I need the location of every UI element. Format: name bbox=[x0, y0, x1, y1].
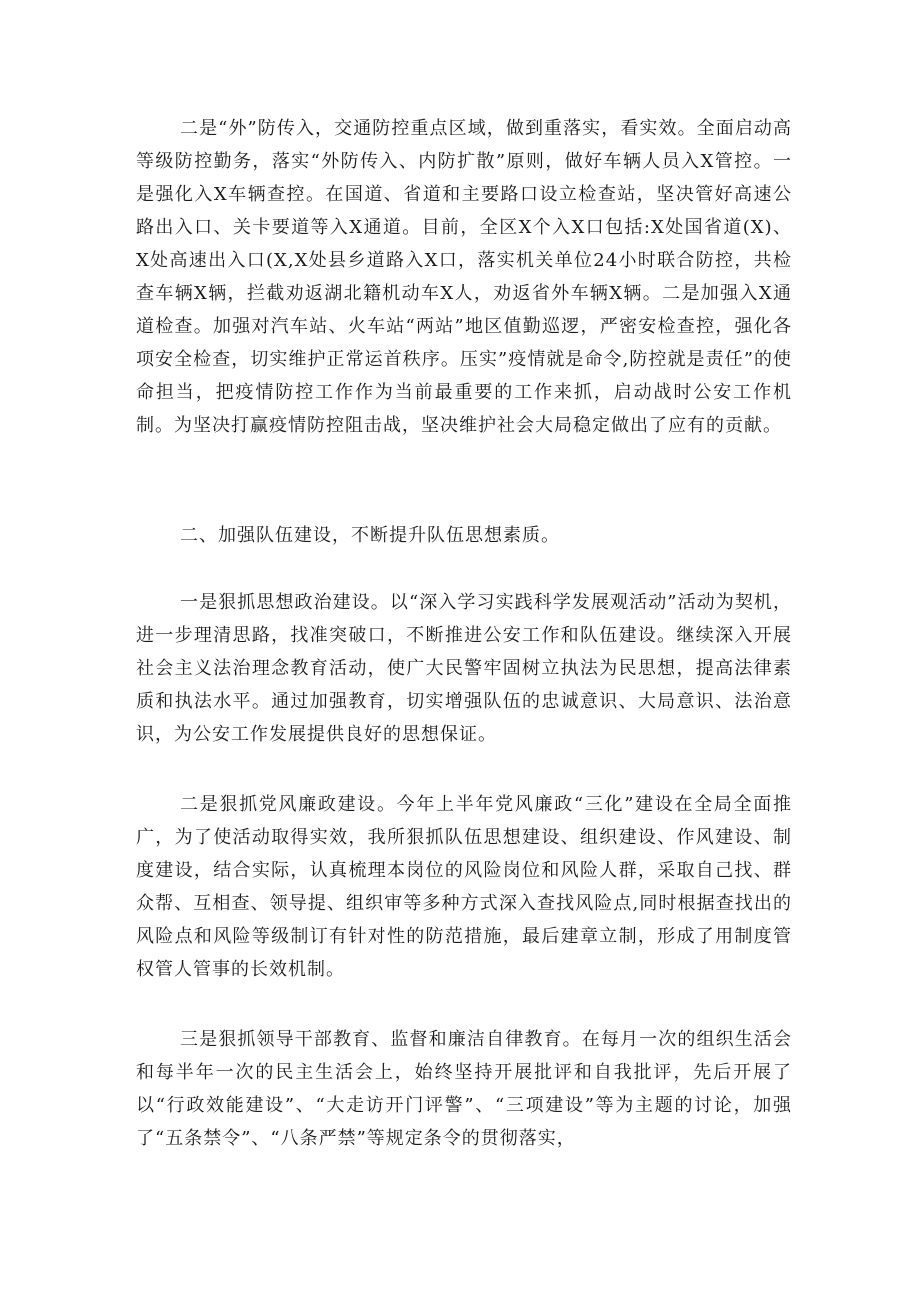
paragraph-leader-education: 三是狠抓领导干部教育、监督和廉洁自律教育。在每月一次的组织生活会和每半年一次的民主生活会上，始终坚持开展批评和自我批评，先后开展了以“行政效能建设”、“大走访开门评警”、“三项建设”等为主题的讨论，加强了“五条禁令”、“八条严禁”等规定条令的贯彻落实， bbox=[136, 1029, 792, 1149]
paragraph-external-prevention: 二是“外”防传入，交通防控重点区域，做到重落实，看实效。全面启动高等级防控勤务，落实“外防传入、内防扩散”原则，做好车辆人员入X管控。一是强化入X车辆查控。在国道、省道和主要路口设立检查站，坚决管好高速公路出入口、关卡要道等入X通道。目前，全区X个入X口包括:X处国省道(X)、X处高速出入口(X,X处县乡道路入X口，落实机关单位24小时联合防控，共检查车辆X辆，拦截劝返湖北籍机动车X人，劝返省外车辆X辆。二是加强入X通道检查。加强对汽车站、火车站“两站”地区值勤巡逻，严密安检查控，强化各项安全检查，切实维护正常运首秩序。压实”疫情就是命令,防控就是责任”的使命担当，把疫情防控工作作为当前最重要的工作来抓，启动战时公安工作机制。为坚决打赢疫情防控阻击战，坚决维护社会大局稳定做出了应有的贡献。 bbox=[136, 118, 792, 436]
paragraph-party-conduct: 二是狠抓党风廉政建设。今年上半年党风廉政“三化”建设在全局全面推广，为了使活动取得实效，我所狠抓队伍思想建设、组织建设、作风建设、制度建设，结合实际，认真梳理本岗位的风险岗位和风险人群，采取自己找、群众帮、互相查、领导提、组织审等多种方式深入查找风险点,同时根据查找出的风险点和风险等级制订有针对性的防范措施，最后建章立制，形成了用制度管权管人管事的长效机制。 bbox=[136, 794, 792, 980]
paragraph-political-building: 一是狠抓思想政治建设。以“深入学习实践科学发展观活动”活动为契机，进一步理清思路，找准突破口，不断推进公安工作和队伍建设。继续深入开展社会主义法治理念教育活动，使广大民警牢固树立执法为民思想，提高法律素质和执法水平。通过加强教育，切实增强队伍的忠诚意识、大局意识、法治意识，为公安工作发展提供良好的思想保证。 bbox=[136, 592, 792, 745]
section-heading: 二、加强队伍建设，不断提升队伍思想素质。 bbox=[180, 525, 560, 546]
